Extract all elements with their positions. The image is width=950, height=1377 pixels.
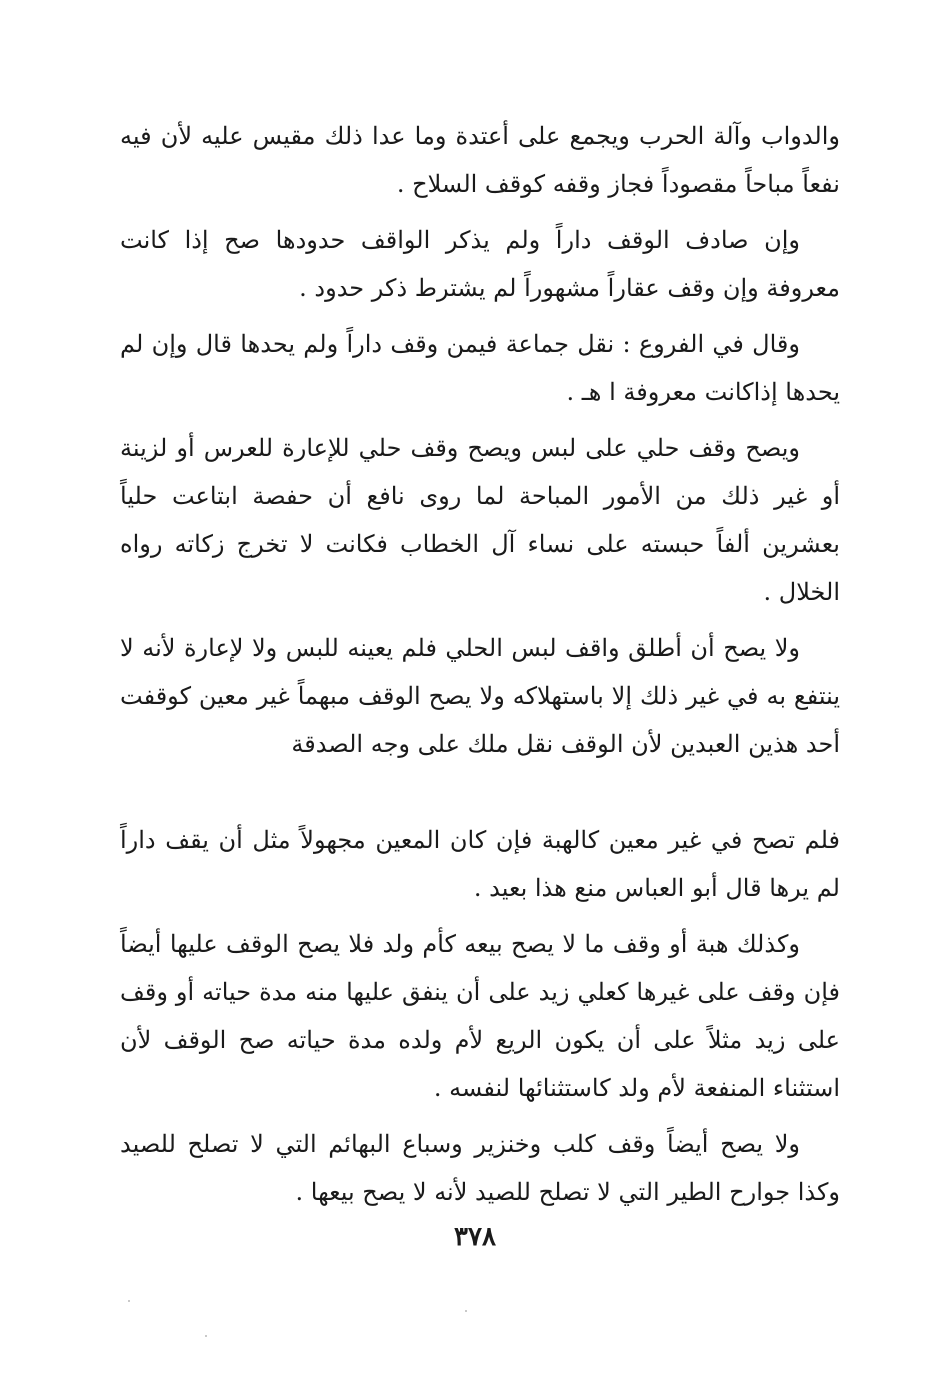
- paragraph: فلم تصح في غير معين كالهبة فإن كان المعين مجهولاً مثل أن يقف داراً لم يرها قال أبو العباس منع هذا بعيد .: [120, 826, 840, 902]
- paragraph: وكذلك هبة أو وقف ما لا يصح بيعه كأم ولد فلا يصح الوقف عليها أيضاً فإن وقف على غيرها كعلي زيد على أن ينفق عليها منه مدة حياته أو وقف على زيد مثلاً على أن يكون الريع لأم ولده مدة حياته صح الوقف لأن استثناء المنفعة لأم ولد كاستثنائها لنفسه .: [120, 930, 840, 1102]
- paragraph: ولا يصح أن أطلق واقف لبس الحلي فلم يعينه للبس ولا لإعارة لأنه لا ينتفع به في غير ذلك إلا باستهلاكه ولا يصح الوقف مبهماً غير معين كوقفت أحد هذين العبدين لأن الوقف نقل ملك على وجه الصدقة: [120, 634, 840, 758]
- paragraph: وقال في الفروع : نقل جماعة فيمن وقف داراً ولم يحدها قال وإن لم يحدها إذاكانت معروفة ا هـ .: [120, 330, 840, 406]
- paragraph: وإن صادف الوقف داراً ولم يذكر الواقف حدودها صح إذا كانت معروفة وإن وقف عقاراً مشهوراً لم يشترط ذكر حدود .: [120, 226, 840, 302]
- page-number: ٣٧٨: [454, 1222, 496, 1252]
- scan-speck: [465, 1310, 467, 1312]
- scan-speck: [128, 1300, 130, 1302]
- paragraph: ولا يصح أيضاً وقف كلب وخنزير وسباع البهائم التي لا تصلح للصيد وكذا جوارح الطير التي لا تصلح للصيد لأنه لا يصح بيعها .: [120, 1130, 840, 1206]
- text-block-bottom: [120, 816, 840, 1224]
- paragraph: والدواب وآلة الحرب ويجمع على أعتدة وما عدا ذلك مقيس عليه لأن فيه نفعاً مباحاً مقصوداً فجاز وقفه كوقف السلاح .: [120, 122, 840, 198]
- paragraph: ويصح وقف حلي على لبس ويصح وقف حلي للإعارة للعرس أو لزينة أو غير ذلك من الأمور المباحة لما روى نافع أن حفصة ابتاعت حلياً بعشرين ألفاً حبسته على نساء آل الخطاب فكانت لا تخرج زكاته رواه الخلال .: [120, 434, 840, 606]
- text-block-top: [120, 112, 840, 776]
- scan-speck: [205, 1335, 207, 1337]
